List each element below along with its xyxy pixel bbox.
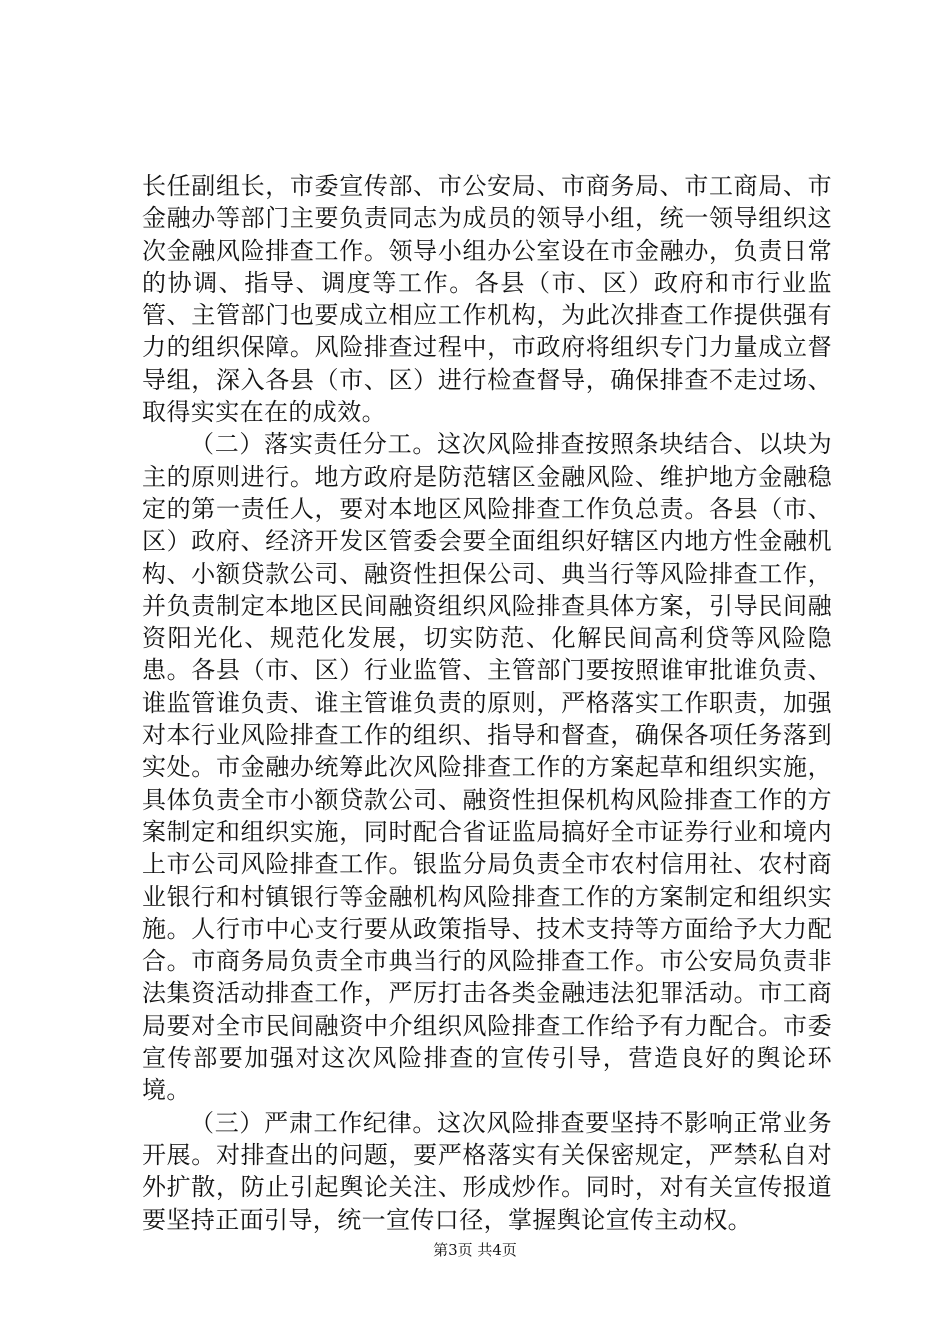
page-number-indicator: 第3页 共4页: [433, 1241, 517, 1259]
paragraph-responsibility-division: （二）落实责任分工。这次风险排查按照条块结合、以块为主的原则进行。地方政府是防范辖区金融风险、维护地方金融稳定的第一责任人，要对本地区风险排查工作负总责。各县（市、区）政府、经济开发区管委会要全面组织好辖区内地方性金融机构、小额贷款公司、融资性担保公司、典当行等风险排查工作，并负责制定本地区民间融资组织风险排查具体方案，引导民间融资阳光化、规范化发展，切实防范、化解民间高利贷等风险隐患。各县（市、区）行业监管、主管部门要按照谁审批谁负责、谁监管谁负责、谁主管谁负责的原则，严格落实工作职责，加强对本行业风险排查工作的组织、指导和督查，确保各项任务落到实处。市金融办统筹此次风险排查工作的方案起草和组织实施，具体负责全市小额贷款公司、融资性担保机构风险排查工作的方案制定和组织实施，同时配合省证监局搞好全市证券行业和境内上市公司风险排查工作。银监分局负责全市农村信用社、农村商业银行和村镇银行等金融机构风险排查工作的方案制定和组织实施。人行市中心支行要从政策指导、技术支持等方面给予大力配合。市商务局负责全市典当行的风险排查工作。市公安局负责非法集资活动排查工作，严厉打击各类金融违法犯罪活动。市工商局要对全市民间融资中介组织风险排查工作给予有力配合。市委宣传部要加强对这次风险排查的宣传引导，营造良好的舆论环境。: [142, 430, 832, 1105]
document-body: [142, 170, 832, 1236]
page-footer: [0, 1240, 950, 1260]
paragraph-leadership-group: 长任副组长，市委宣传部、市公安局、市商务局、市工商局、市金融办等部门主要负责同志为成员的领导小组，统一领导组织这次金融风险排查工作。领导小组办公室设在市金融办，负责日常的协调、指导、调度等工作。各县（市、区）政府和市行业监管、主管部门也要成立相应工作机构，为此次排查工作提供强有力的组织保障。风险排查过程中，市政府将组织专门力量成立督导组，深入各县（市、区）进行检查督导，确保排查不走过场、取得实实在在的成效。: [142, 172, 832, 427]
paragraph-work-discipline: （三）严肃工作纪律。这次风险排查要坚持不影响正常业务开展。对排查出的问题，要严格落实有关保密规定，严禁私自对外扩散，防止引起舆论关注、形成炒作。同时，对有关宣传报道要坚持正面引导，统一宣传口径，掌握舆论宣传主动权。: [142, 1108, 832, 1234]
